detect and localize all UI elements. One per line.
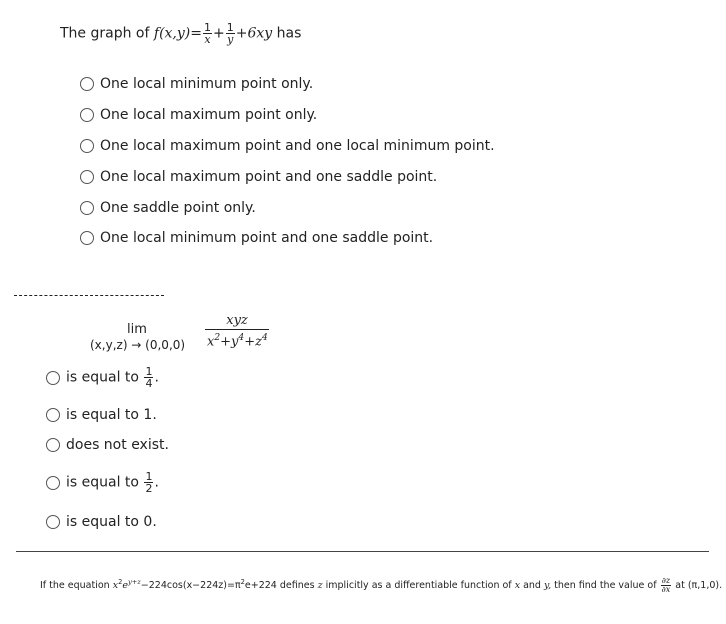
q2-denominator: $x^2+y^4+z^4$ [207,333,268,350]
q1-option-5[interactable] [80,200,256,216]
option-label: is equal to $\frac{1}{4}$ . [66,365,159,390]
option-label: One local minimum point only. [100,76,314,92]
q2-numerator: xyz [205,313,269,330]
q1-option-1[interactable] [80,76,313,92]
radio-button[interactable] [80,108,94,122]
q3-partial-fraction: $\frac{\partial z}{\partial x}$ [661,576,671,594]
q1-trail: has [276,25,302,42]
question-3-prompt: If the equation $x^2e^{y+z}-224\cos(x-224z)=\pi^2e+224$ defines z implicitly as a differentiable function of x and y, then find the value of $\frac{\partial z}{\partial x}$ at (π,1,0). [40,576,723,594]
radio-button[interactable] [80,231,94,245]
q1-option-2[interactable] [80,107,317,123]
q2-option-3[interactable] [46,437,169,453]
option-label: One saddle point only. [100,200,256,216]
radio-button[interactable] [46,476,60,490]
radio-button[interactable] [80,77,94,91]
radio-button[interactable] [80,139,94,153]
radio-button[interactable] [80,201,94,215]
option-label: is equal to $\frac{1}{2}$ . [66,470,159,495]
q1-fraction-2: $\frac{1}{y}$ [226,21,234,46]
q2-lim-subscript: (x,y,z) → (0,0,0) [90,338,186,352]
q2-lim-word: lim [127,322,147,337]
q1-option-4[interactable] [80,169,437,185]
option-label: is equal to 0. [66,514,157,530]
q1-option-3[interactable] [80,138,495,154]
q1-func-name: f [153,25,160,42]
q1-func-args: (x,y)= [159,25,202,42]
q2-option-4[interactable] [46,471,159,494]
q1-fraction-1: $\frac{1}{x}$ [203,21,211,46]
radio-button[interactable] [46,515,60,529]
q2-option-2[interactable] [46,407,157,423]
option-label: is equal to 1. [66,407,157,423]
q1-option-6[interactable] [80,230,433,246]
option-label: One local maximum point and one saddle point. [100,169,438,185]
radio-button[interactable] [80,170,94,184]
radio-button[interactable] [46,438,60,452]
radio-button[interactable] [46,371,60,385]
q2-option-1[interactable] [46,366,159,389]
q2-option-5[interactable] [46,514,157,530]
q1-plus: + [212,25,225,42]
q1-tail-term: +6xy [235,25,273,42]
question-1-prompt [60,22,301,45]
option-label: One local maximum point and one local minimum point. [100,138,495,154]
dashed-divider [14,295,164,296]
option-label: does not exist. [66,437,169,453]
solid-divider [16,551,709,552]
option-label: One local minimum point and one saddle point. [100,230,434,246]
option-label: One local maximum point only. [100,107,318,123]
radio-button[interactable] [46,408,60,422]
q1-lead: The graph of [60,25,150,42]
